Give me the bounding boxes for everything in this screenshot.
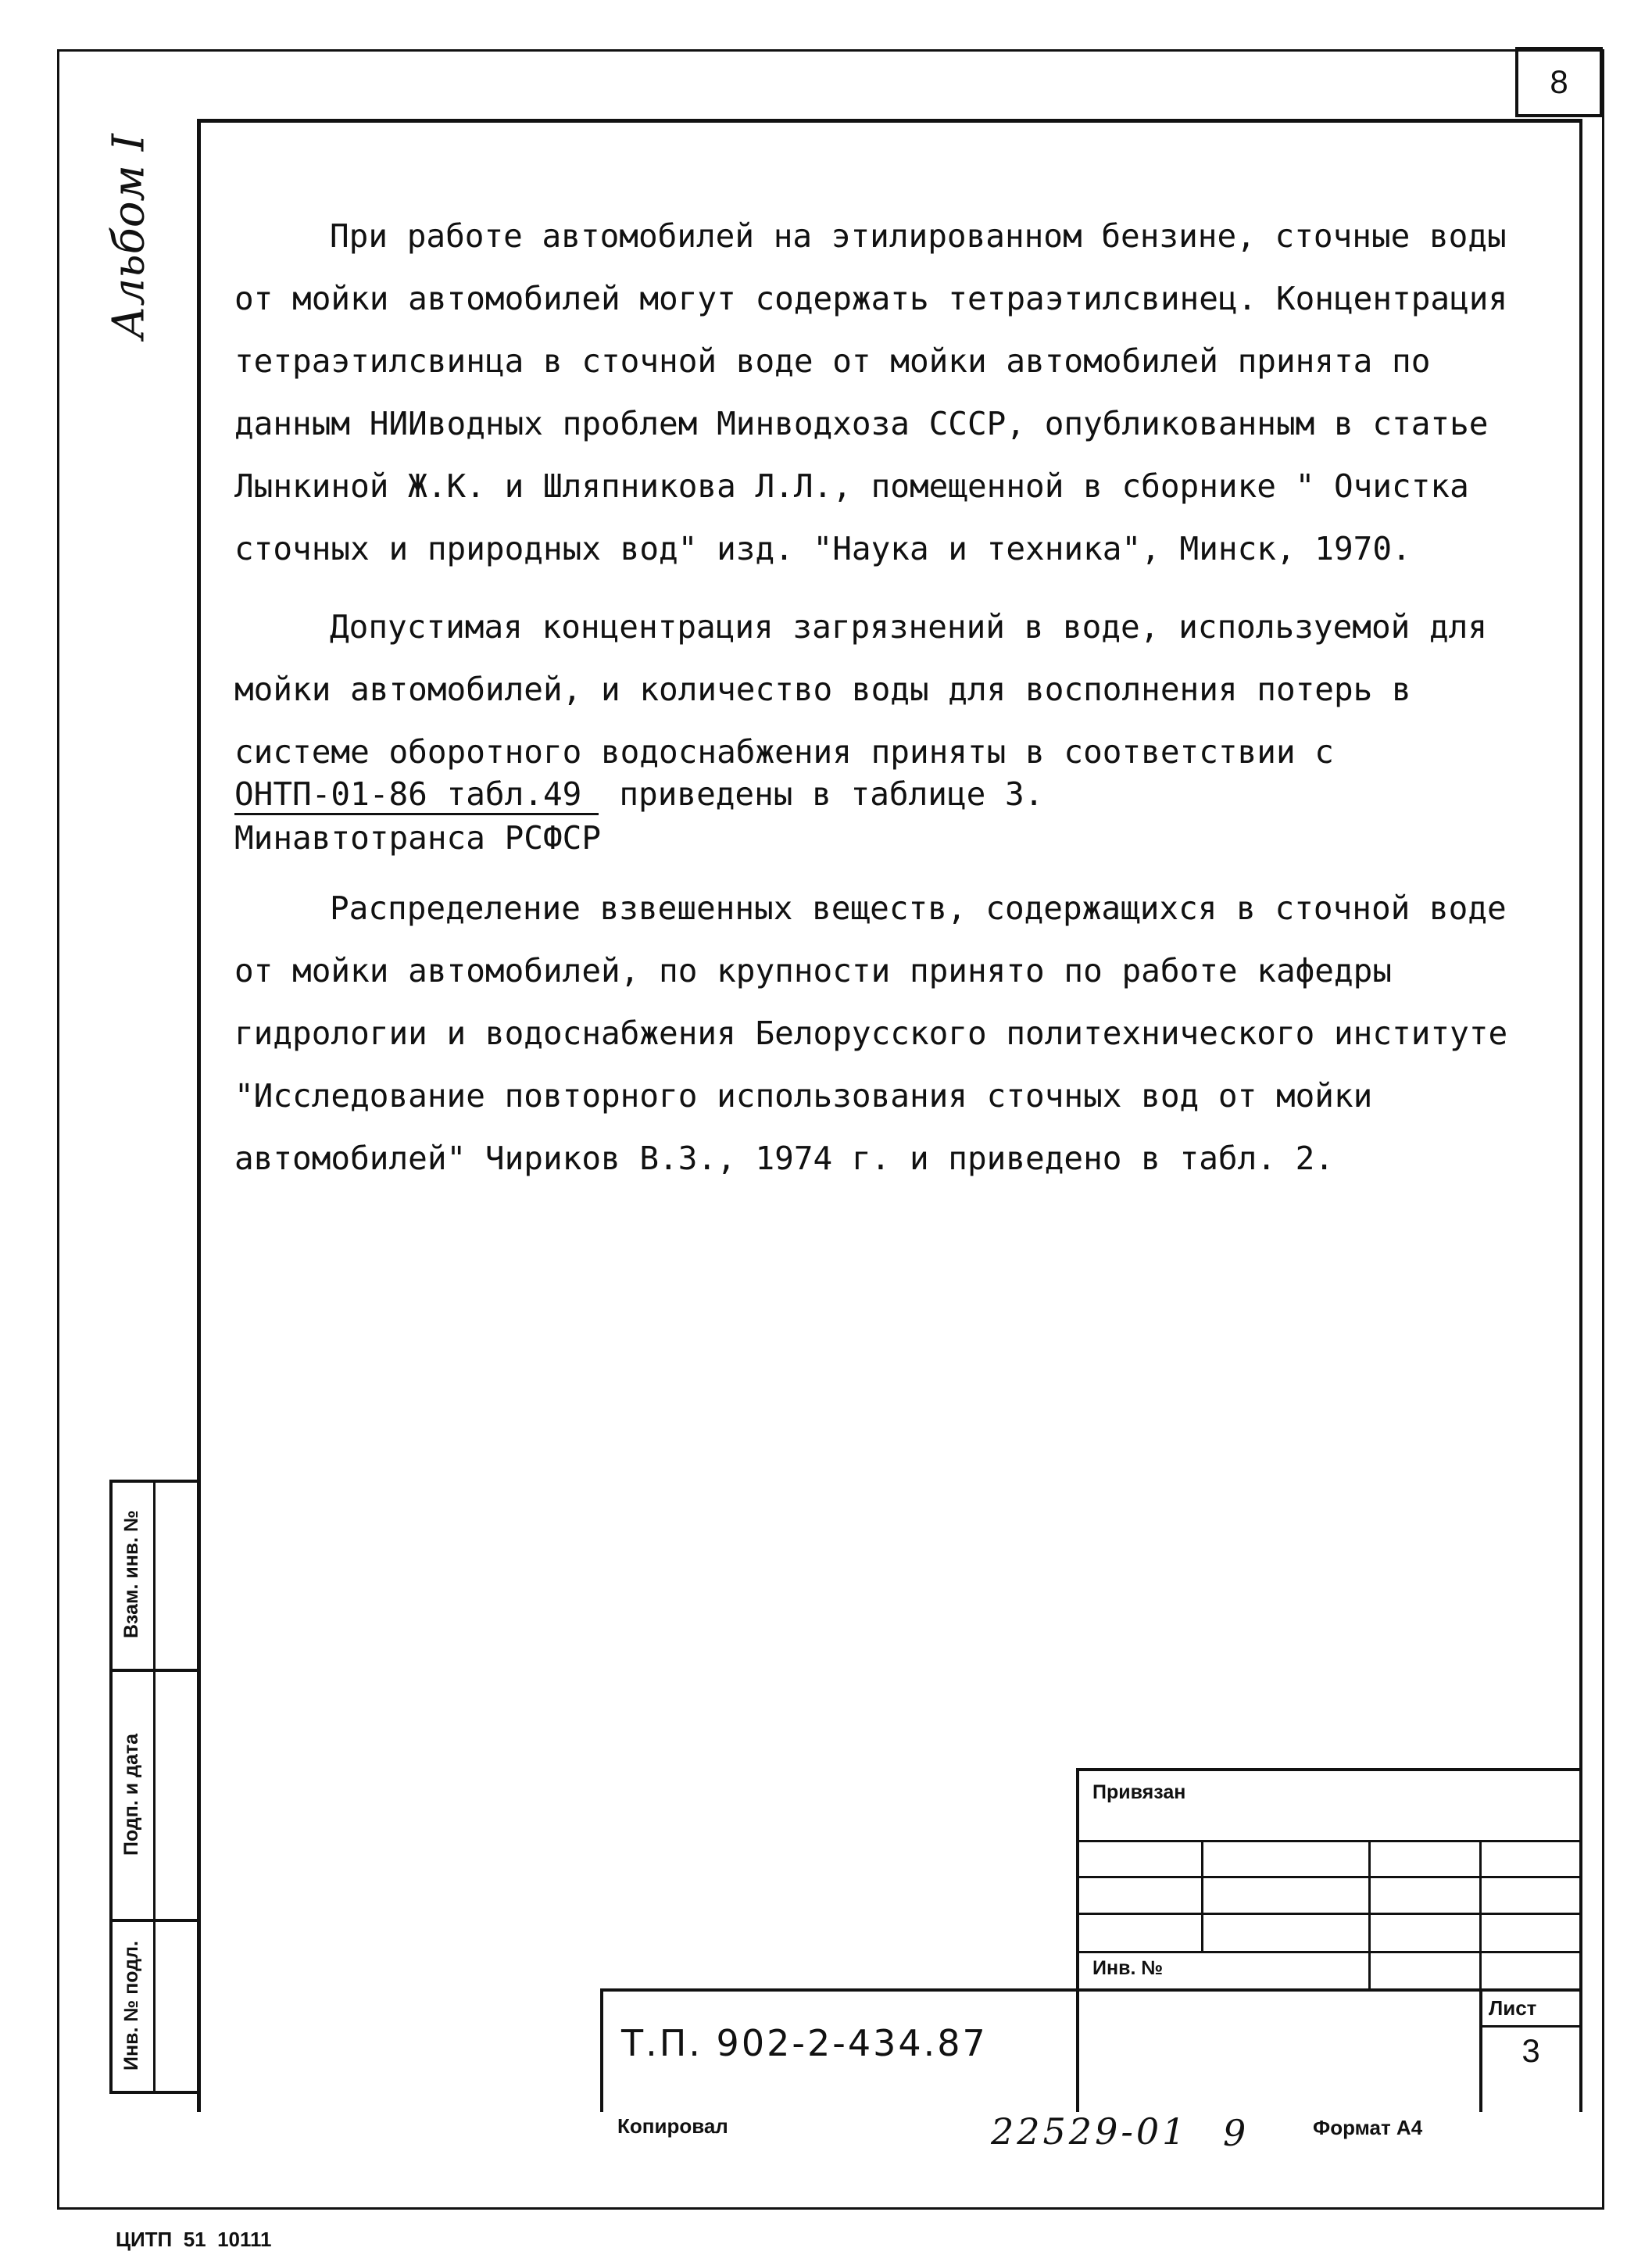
stamp-vzam: Взам. инв. №	[120, 1509, 142, 1639]
sheet-label: Лист	[1489, 1996, 1537, 2020]
stamp-grid-line	[1076, 1913, 1582, 1915]
paragraph-1: При работе автомобилей на этилированном бензине, сточные воды от мойки автомобилей могут содержать тетраэтилсвинец. Концентрация тетраэтилсвинца в сточной воде от мойки автомобилей принята по данным НИИводных проблем Минводхоза СССР, опубликованным в статье Лынкиной Ж.К. и Шляпникова Л.Л., помещенной в сборнике " Очистка сточных и природных вод" изд. "Наука и техника", Минск, 1970.	[234, 217, 1508, 567]
stamp-grid-line	[1076, 1951, 1582, 1953]
order-number: 22529-01	[991, 2110, 1189, 2153]
printer-mark: ЦИТП 51 10111	[116, 2228, 272, 2251]
page-mark: 9	[1223, 2112, 1250, 2154]
stamp-inv: Инв. № подл.	[120, 1941, 142, 2071]
stamp-grid-line	[1201, 1840, 1203, 1951]
reference-after: приведены в таблице 3.	[619, 775, 1044, 813]
paragraph-3: Распределение взвешенных веществ, содержащихся в сточной воде от мойки автомобилей, по крупности принято по работе кафедры гидрологии и водоснабжения Белорусского политехнического институте "Исследование повторного использования сточных вод от мойки автомобилей" Чириков В.З., 1974 г. и приведено в табл. 2.	[234, 889, 1508, 1177]
sheet-number: 3	[1521, 2032, 1540, 2069]
album-label: Альбом I	[103, 134, 155, 339]
paragraph-2: Допустимая концентрация загрязнений в воде, используемой для мойки автомобилей, и количество воды для восполнения потерь в системе оборотного водоснабжения приняты в соответствии с	[234, 608, 1488, 771]
sheet-cell-divider	[1479, 2025, 1582, 2028]
stamp-grid-line	[1076, 1840, 1582, 1842]
stamp-grid-line	[1479, 1840, 1482, 1988]
reference-line	[234, 772, 1043, 816]
reference-underlined: ОНТП-01-86 табл.49	[234, 775, 599, 815]
stamp-podp: Подп. и дата	[120, 1734, 142, 1856]
kopiroval-label: Копировал	[617, 2114, 728, 2138]
format-label: Формат А4	[1313, 2116, 1423, 2139]
page-number: 8	[1515, 47, 1603, 117]
left-stamp-divider	[153, 1480, 156, 2094]
stamp-grid-line	[1076, 1876, 1582, 1878]
inv-no-label: Инв. №	[1092, 1957, 1164, 1979]
left-stamp-row-line	[109, 1669, 200, 1672]
reference-below: Минавтотранса РСФСР	[234, 819, 601, 857]
stamp-grid-line	[1368, 1840, 1371, 1988]
document-code: Т.П. 902-2-434.87	[621, 2022, 988, 2064]
privyazan-label: Привязан	[1092, 1781, 1186, 1803]
